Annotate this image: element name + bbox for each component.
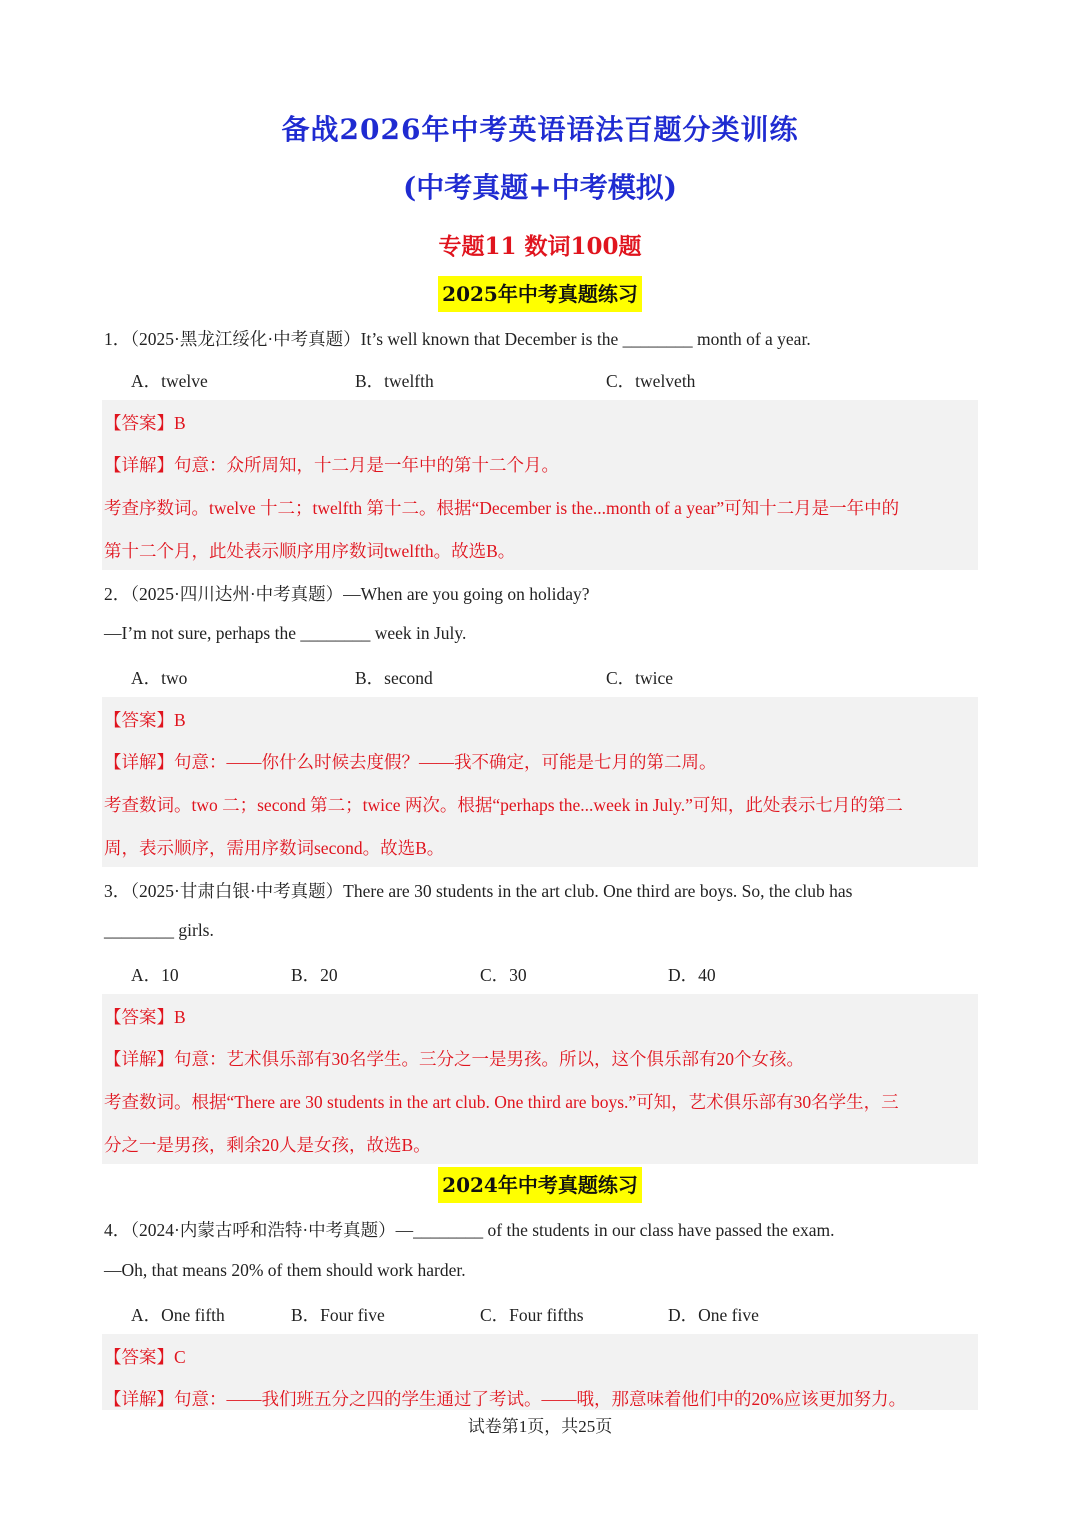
question-1-answer: 【答案】B: [104, 413, 186, 433]
question-3-option-c: C．30: [480, 965, 527, 985]
question-3-detail-2: 考查数词。根据“There are 30 students in the art club. One third are boys.”可知，艺术俱乐部有30名学生，三: [104, 1092, 899, 1112]
question-2-detail-2: 考查数词。two 二；second 第二；twice 两次。根据“perhaps the...week in July.”可知，此处表示七月的第二: [104, 795, 903, 815]
page-footer: 试卷第1页，共25页: [467, 1417, 613, 1436]
question-3-stem: 3．（2025·甘肃白银·中考真题）There are 30 students in the art club. One third are boys. So, the club has: [104, 881, 853, 901]
question-3-option-d: D．40: [668, 965, 716, 985]
question-3-detail-1: 【详解】句意：艺术俱乐部有30名学生。三分之一是男孩。所以，这个俱乐部有20个女孩。: [104, 1049, 804, 1069]
question-4-option-a: A．One fifth: [131, 1305, 225, 1325]
question-2-answer: 【答案】B: [104, 710, 186, 730]
question-2-option-a: A．two: [131, 668, 188, 688]
question-2-stem: 2．（2025·四川达州·中考真题）—When are you going on holiday?: [104, 584, 590, 604]
question-1-detail-2: 考查序数词。twelve 十二；twelfth 第十二。根据“December is the...month of a year”可知十二月是一年中的: [104, 498, 900, 518]
question-4-option-d: D．One five: [668, 1305, 759, 1325]
question-4-stem: 4．（2024·内蒙古呼和浩特·中考真题）—________ of the students in our class have passed the exam.: [104, 1220, 835, 1240]
question-2-stem-2: —I’m not sure, perhaps the ________ week in July.: [104, 623, 467, 643]
topic-title: 专题11 数词100题: [438, 233, 642, 260]
question-4-option-c: C．Four fifths: [480, 1305, 584, 1325]
question-3-option-a: A．10: [131, 965, 179, 985]
question-4-option-b: B．Four five: [291, 1305, 385, 1325]
question-1-option-c: C．twelveth: [606, 371, 696, 391]
question-2-detail-1: 【详解】句意：——你什么时候去度假？——我不确定，可能是七月的第二周。: [104, 752, 717, 772]
question-4-stem-2: —Oh, that means 20% of them should work harder.: [104, 1260, 466, 1280]
question-3-detail-3: 分之一是男孩，剩余20人是女孩，故选B。: [104, 1135, 431, 1155]
question-2-detail-3: 周，表示顺序，需用序数词second。故选B。: [104, 838, 445, 858]
page-title: 备战2026年中考英语语法百题分类训练: [281, 113, 799, 146]
question-1-option-a: A．twelve: [131, 371, 208, 391]
question-4-answer: 【答案】C: [104, 1347, 186, 1367]
question-3-stem-2: ________ girls.: [104, 920, 214, 940]
section-heading-2025: 2025年中考真题练习: [438, 276, 642, 312]
question-1-detail-3: 第十二个月，此处表示顺序用序数词twelfth。故选B。: [104, 541, 516, 561]
question-4-detail-1: 【详解】句意：——我们班五分之四的学生通过了考试。——哦，那意味着他们中的20%应该更加努力。: [104, 1389, 907, 1409]
question-1-detail-1: 【详解】句意：众所周知，十二月是一年中的第十二个月。: [104, 455, 559, 475]
question-1-stem: 1．（2025·黑龙江绥化·中考真题）It’s well known that December is the ________ month of a year.: [104, 329, 811, 349]
section-heading-2024: 2024年中考真题练习: [438, 1167, 642, 1203]
question-3-option-b: B．20: [291, 965, 338, 985]
page-subtitle: (中考真题+中考模拟): [403, 171, 677, 204]
question-3-answer: 【答案】B: [104, 1007, 186, 1027]
question-1-option-b: B．twelfth: [355, 371, 434, 391]
question-2-option-c: C．twice: [606, 668, 674, 688]
question-2-option-b: B．second: [355, 668, 433, 688]
